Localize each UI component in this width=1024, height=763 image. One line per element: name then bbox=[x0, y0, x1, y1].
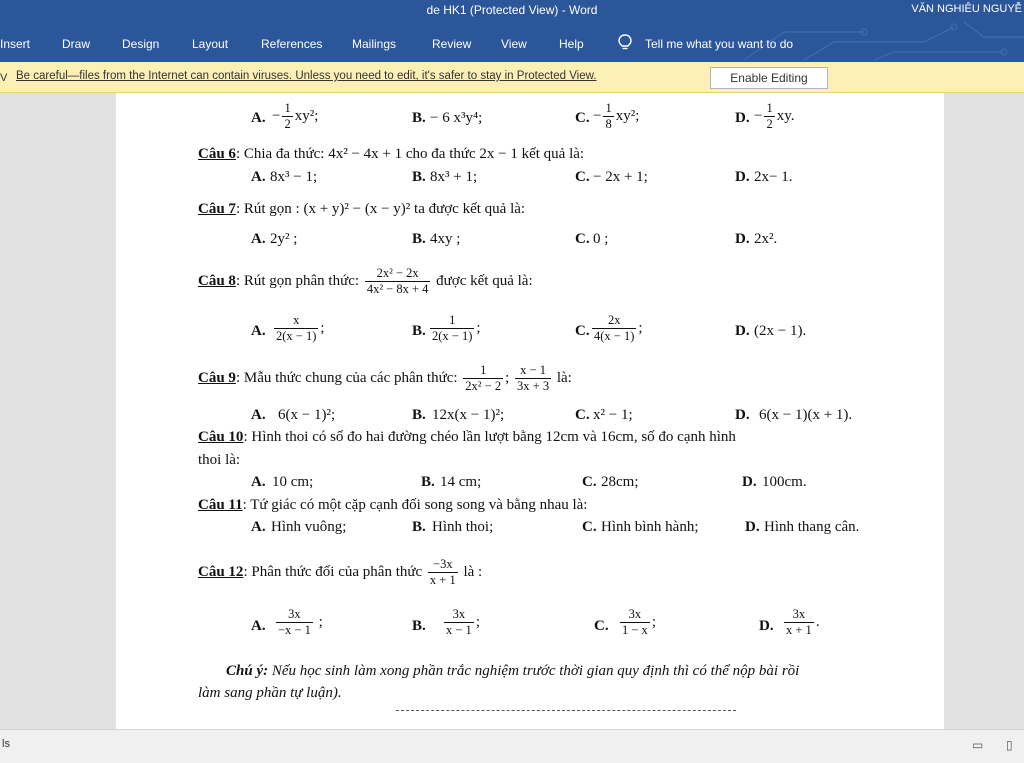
option-label: D. bbox=[735, 110, 750, 126]
option-text: − 2x + 1; bbox=[593, 169, 648, 185]
option-label: C. bbox=[575, 323, 590, 339]
option-text: Hình bình hành; bbox=[601, 519, 699, 535]
lightbulb-icon[interactable] bbox=[617, 34, 633, 52]
title-bar bbox=[0, 0, 1024, 22]
ribbon-tabs bbox=[0, 22, 1024, 62]
tab-design[interactable]: Design bbox=[122, 37, 160, 51]
option-label: B. bbox=[412, 231, 426, 247]
option-label: A. bbox=[251, 407, 266, 423]
tab-layout[interactable]: Layout bbox=[192, 37, 229, 51]
option-expression: $\frac{3x}{x - 1}$ ; bbox=[446, 607, 480, 637]
option-text: 0 ; bbox=[593, 231, 609, 247]
exam-note: Chú ý: Nếu học sinh làm xong phần trắc nghiệm trước thời gian quy định thì có thể nộp bài rồi bbox=[226, 663, 800, 679]
option-label: D. bbox=[735, 231, 750, 247]
status-text: ls bbox=[2, 738, 10, 750]
option-text: Hình thoi; bbox=[432, 519, 494, 535]
option-label: B. bbox=[412, 323, 426, 339]
read-mode-icon[interactable]: ▭ bbox=[972, 738, 984, 752]
option-label: B. bbox=[412, 519, 426, 535]
option-text: 10 cm; bbox=[272, 474, 314, 490]
question-9: Câu 9: Mẫu thức chung của các phân thức: $\frac{1}{\text{2x² − 2}}$ ; $\frac{x - 1}{3x + 3}$ là: bbox=[198, 363, 572, 393]
option-expression: − $\frac{1}{2}$ xy²; bbox=[272, 101, 319, 131]
option-label: D. bbox=[745, 519, 760, 535]
print-layout-icon[interactable]: ▯ bbox=[1006, 738, 1013, 752]
option-text: 14 cm; bbox=[440, 474, 482, 490]
option-label: D. bbox=[759, 618, 774, 634]
option-text: 6(x − 1)(x + 1). bbox=[759, 407, 853, 423]
canvas-left-margin bbox=[0, 93, 116, 729]
option-text: 2x². bbox=[754, 231, 778, 247]
tell-me-search[interactable]: Tell me what you want to do bbox=[645, 37, 794, 51]
option-text: 12x(x − 1)²; bbox=[432, 407, 505, 423]
option-text: 2y² ; bbox=[270, 231, 298, 247]
option-label: A. bbox=[251, 474, 266, 490]
option-expression: $\frac{2x}{4(x - 1)}$ ; bbox=[594, 313, 643, 343]
canvas-right-margin bbox=[944, 93, 1024, 729]
option-label: A. bbox=[251, 323, 266, 339]
option-expression: − $\frac{1}{8}$ xy²; bbox=[593, 101, 640, 131]
shield-icon: V bbox=[0, 72, 8, 84]
option-label: C. bbox=[582, 519, 597, 535]
question-8: Câu 8: Rút gọn phân thức: $\frac{\text{2x² − 2x}}{\text{4x² − 8x + 4}}$ được kết quả là: bbox=[198, 266, 533, 296]
option-expression: − $\frac{1}{2}$ xy. bbox=[754, 101, 795, 131]
question-10: Câu 10: Hình thoi có số đo hai đường chéo lần lượt bằng 12cm và 16cm, số đo cạnh hình bbox=[198, 429, 736, 445]
option-label: C. bbox=[582, 474, 597, 490]
option-label: A. bbox=[251, 618, 266, 634]
option-text: 28cm; bbox=[601, 474, 639, 490]
option-text: 2x− 1. bbox=[754, 169, 793, 185]
option-text: Hình vuông; bbox=[271, 519, 347, 535]
option-text: 6(x − 1)²; bbox=[278, 407, 336, 423]
tab-mailings[interactable]: Mailings bbox=[352, 37, 397, 51]
tab-insert[interactable]: Insert bbox=[0, 37, 31, 51]
option-label: A. bbox=[251, 519, 266, 535]
option-text: 4xy ; bbox=[430, 231, 461, 247]
question-12: Câu 12: Phân thức đối của phân thức $\frac{-3x}{x + 1}$ là : bbox=[198, 557, 483, 587]
option-label: D. bbox=[735, 323, 750, 339]
option-expression: $\frac{3x}{x + 1}$ . bbox=[786, 607, 820, 637]
option-label: D. bbox=[735, 407, 750, 423]
option-label: D. bbox=[742, 474, 757, 490]
option-text: Hình thang cân. bbox=[764, 519, 860, 535]
question-11: Câu 11: Tứ giác có một cặp cạnh đối song song và bằng nhau là: bbox=[198, 497, 588, 513]
question-10-continued: thoi là: bbox=[198, 452, 241, 468]
status-bar bbox=[0, 729, 1024, 763]
document-page[interactable] bbox=[116, 93, 944, 729]
option-expression: − 6 x³y⁴; bbox=[430, 110, 483, 126]
protected-view-bar bbox=[0, 62, 1024, 93]
protected-view-message[interactable]: Be careful—files from the Internet can contain viruses. Unless you need to edit, it's safer to stay in Protected View. bbox=[16, 70, 597, 82]
option-text: 8x³ − 1; bbox=[270, 169, 318, 185]
option-label: C. bbox=[575, 407, 590, 423]
option-label: A. bbox=[251, 169, 266, 185]
tab-view[interactable]: View bbox=[501, 37, 527, 51]
option-label: A. bbox=[251, 110, 266, 126]
dashed-divider bbox=[396, 710, 736, 711]
window-title: de HK1 (Protected View) - Word bbox=[426, 3, 598, 17]
question-7: Câu 7: Rút gọn : (x + y)² − (x − y)² ta được kết quả là: bbox=[198, 201, 526, 217]
option-text: 100cm. bbox=[762, 474, 807, 490]
option-text: x² − 1; bbox=[593, 407, 633, 423]
option-label: B. bbox=[421, 474, 435, 490]
option-label: B. bbox=[412, 618, 426, 634]
option-label: C. bbox=[594, 618, 609, 634]
tab-help[interactable]: Help bbox=[559, 37, 584, 51]
option-label: C. bbox=[575, 169, 590, 185]
user-name[interactable]: VĂN NGHIÊU NGUYỄ bbox=[911, 3, 1022, 15]
option-label: B. bbox=[412, 110, 426, 126]
option-expression: $\frac{x}{2(x - 1)}$ ; bbox=[276, 313, 325, 343]
option-label: B. bbox=[412, 169, 426, 185]
option-label: D. bbox=[735, 169, 750, 185]
option-text: 8x³ + 1; bbox=[430, 169, 478, 185]
option-expression: $\frac{3x}{-x - 1}$ ; bbox=[278, 607, 323, 637]
option-label: C. bbox=[575, 110, 590, 126]
tab-draw[interactable]: Draw bbox=[62, 37, 91, 51]
exam-note-continued: làm sang phần tự luận). bbox=[198, 685, 342, 701]
tab-review[interactable]: Review bbox=[432, 37, 472, 51]
option-label: A. bbox=[251, 231, 266, 247]
option-label: C. bbox=[575, 231, 590, 247]
option-label: B. bbox=[412, 407, 426, 423]
tab-references[interactable]: References bbox=[261, 37, 323, 51]
option-expression: $\frac{3x}{1 - x}$ ; bbox=[622, 607, 656, 637]
option-text: (2x − 1). bbox=[754, 323, 807, 339]
option-expression: $\frac{1}{2(x - 1)}$ ; bbox=[432, 313, 481, 343]
question-6: Câu 6: Chia đa thức: 4x² − 4x + 1 cho đa thức 2x − 1 kết quả là: bbox=[198, 146, 585, 162]
enable-editing-button[interactable]: Enable Editing bbox=[710, 67, 828, 89]
